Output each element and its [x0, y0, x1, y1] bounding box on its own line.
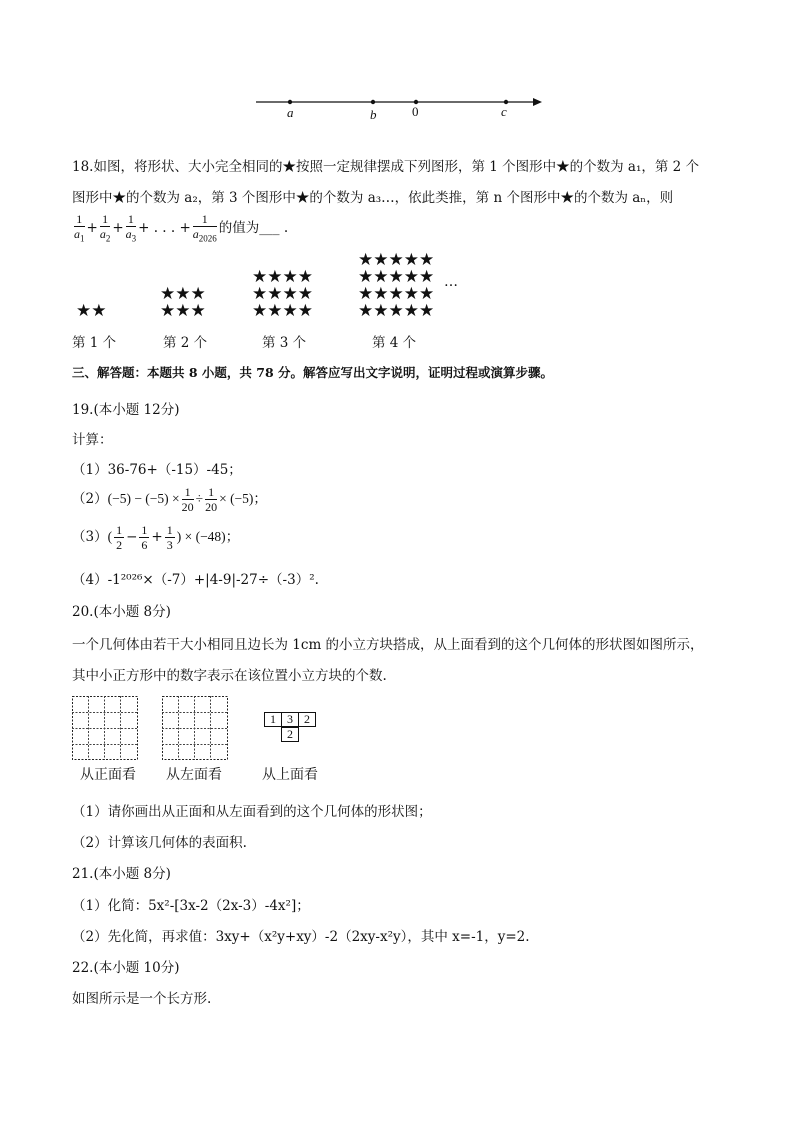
q20-part-1: （1）请你画出从正面和从左面看到的这个几何体的形状图； — [72, 804, 432, 820]
number-line-label-c: c — [501, 104, 507, 119]
q20-line-1: 一个几何体由若干大小相同且边长为 1cm 的小立方块搭成，从上面看到的这个几何体的形状图如图所示， — [72, 637, 704, 653]
figure-1-row: ★★ — [76, 301, 107, 321]
q20-heading: 20.(本小题 8分) — [72, 604, 171, 620]
figure-3-row: ★★★★ — [252, 267, 313, 287]
figure-caption-1: 第 1 个 — [72, 335, 117, 351]
q20-line-2: 其中小正方形中的数字表示在该位置小立方块的个数. — [72, 668, 387, 684]
number-line-label-zero: 0 — [412, 104, 419, 119]
q19-part-2: （2）(−5) − (−5) × $\frac{1}{20}$ ÷ $\frac{1}{20}$ × (−5)； — [72, 485, 267, 514]
top-view-cell: 3 — [281, 712, 299, 727]
figure-3-row: ★★★★ — [252, 284, 313, 304]
q22-line-1: 如图所示是一个长方形. — [72, 991, 212, 1007]
q18-line-2: 图形中★的个数为 a₂，第 3 个图形中★的个数为 a₃…，依此类推，第 n 个图形中★的个数为 aₙ，则 — [72, 190, 674, 206]
q21-part-2: （2）先化简，再求值：3xy+（x²y+xy）-2（2xy-x²y），其中 x=-1，y=2. — [72, 929, 530, 945]
left-view-caption: 从左面看 — [166, 767, 222, 783]
q19-intro: 计算： — [72, 432, 113, 448]
figure-4-row: ★★★★★ — [358, 301, 435, 321]
number-line-label-a: a — [287, 105, 294, 120]
left-view-grid — [162, 696, 228, 760]
q18-line-1: 18.如图，将形状、大小完全相同的★按照一定规律摆成下列图形，第 1 个图形中★的个数为 a₁，第 2 个 — [72, 159, 700, 175]
q21-heading: 21.(本小题 8分) — [72, 866, 171, 882]
figure-ellipsis: … — [444, 274, 458, 290]
number-line-label-b: b — [370, 107, 377, 122]
figure-caption-3: 第 3 个 — [262, 335, 307, 351]
top-view-cell: 2 — [281, 727, 299, 742]
q18-line-3-suffix: 的值为___ . — [218, 220, 289, 237]
top-view-cell: 1 — [264, 712, 282, 727]
q21-part-1: （1）化简：5x²-[3x-2（2x-3）-4x²]； — [72, 898, 310, 914]
q19-part-4: （4）-1²⁰²⁶×（-7）+|4-9|-27÷（-3）². — [72, 572, 319, 588]
figure-2-row: ★★★ — [160, 284, 206, 304]
q20-part-2: （2）计算该几何体的表面积. — [72, 835, 247, 851]
figure-2-row: ★★★ — [160, 301, 206, 321]
figure-3-row: ★★★★ — [252, 301, 313, 321]
top-view-cell: 2 — [298, 712, 316, 727]
front-view-grid — [72, 696, 138, 760]
figure-caption-4: 第 4 个 — [372, 335, 417, 351]
figure-4-row: ★★★★★ — [358, 284, 435, 304]
q19-heading: 19.(本小题 12分) — [72, 402, 180, 418]
front-view-caption: 从正面看 — [80, 767, 136, 783]
q18-expression: $\frac{1}{a_1}$ + $\frac{1}{a_2}$ + $\frac{1}{a_3}$ + . . . + $\frac{1}{a_{2026}}$ 的值为___ . — [74, 212, 289, 244]
figure-4-row: ★★★★★ — [358, 267, 435, 287]
q19-part-3: （3）( $\frac{1}{2}$ − $\frac{1}{6}$ + $\frac{1}{3}$ ) × (−48)； — [72, 523, 240, 552]
section-3-heading: 三、解答题：本题共 8 小题，共 78 分。解答应写出文字说明，证明过程或演算步骤。 — [72, 365, 554, 380]
figure-4-row: ★★★★★ — [358, 250, 435, 270]
top-view-caption: 从上面看 — [262, 767, 318, 783]
q22-heading: 22.(本小题 10分) — [72, 960, 180, 976]
q19-part-1: （1）36-76+（-15）-45； — [72, 462, 242, 478]
figure-caption-2: 第 2 个 — [163, 335, 208, 351]
